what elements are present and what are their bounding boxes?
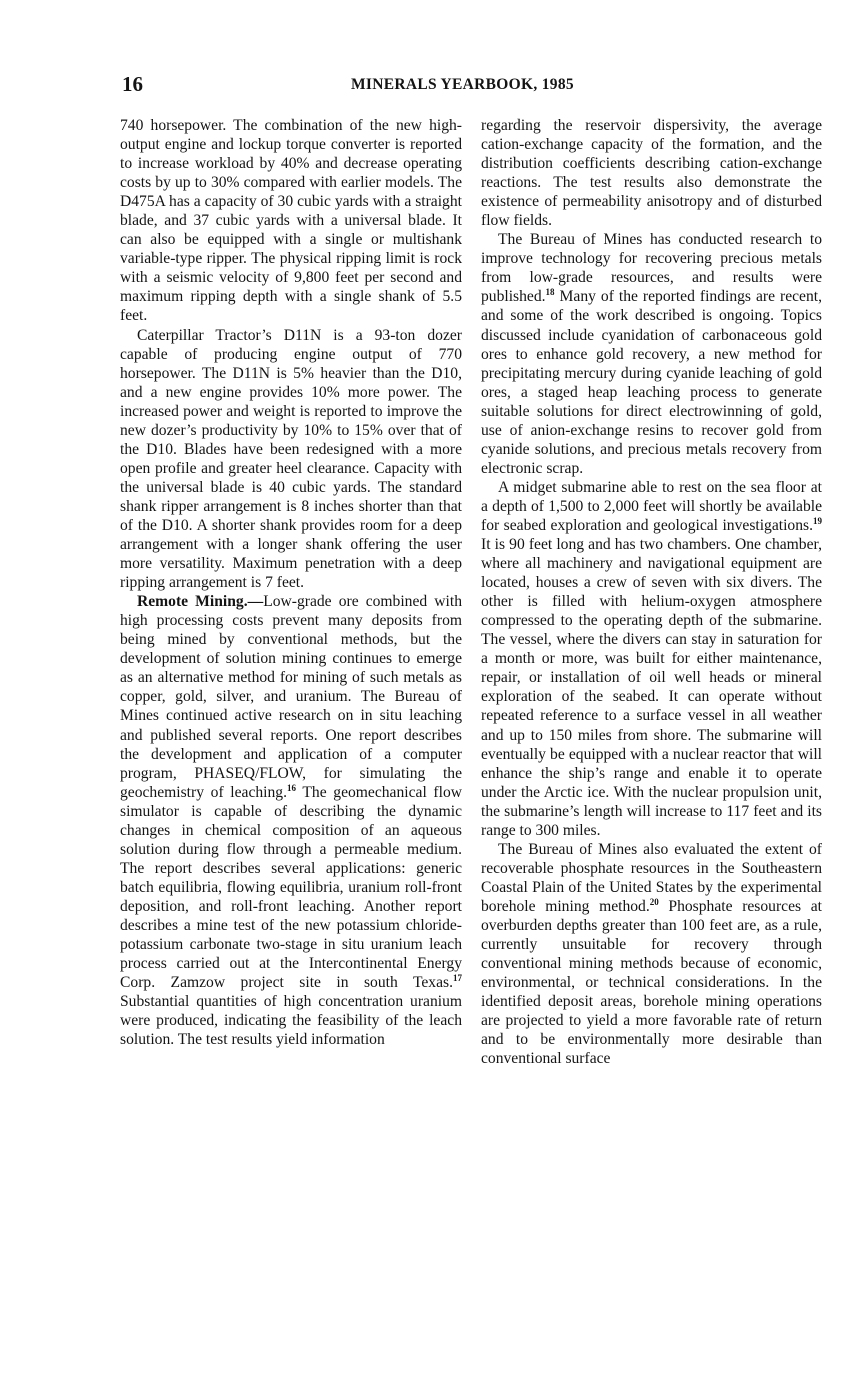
footnote-ref-16: 16 bbox=[287, 782, 297, 793]
running-title: MINERALS YEARBOOK, 1985 bbox=[351, 76, 574, 93]
precious-metals-text-2: Many of the reported findings are recent, and some of the work described is ongoing. Topics discussed include cyanidation of carbonaceous gold ores to enhance gold recovery, a new method for precipitating mercury during cyanide leaching of gold ores, a staged heap leaching process to generate suitable solutions for direct electrowinning of gold, use of anion-exchange resins to recover gold from cyanide solutions, and precious metals recovery from electronic scrap. bbox=[481, 288, 822, 477]
paragraph-precious-metals bbox=[481, 230, 822, 478]
right-column bbox=[481, 116, 822, 1068]
precious-metals-text-1: The Bureau of Mines has conducted research to improve technology for recovering precious metals from low-grade resources, and results were published. bbox=[481, 231, 822, 306]
remote-mining-text-3: Substantial quantities of high concentration uranium were produced, indicating the feasibility of the leach solution. The test results yield information bbox=[120, 993, 462, 1049]
paragraph-dozer-d475a: 740 horsepower. The combination of the new high-output engine and lockup torque converter is reported to increase workload by 40% and decrease operating costs by up to 30% compared with earlier models. The D475A has a capacity of 30 cubic yards with a straight blade, and 37 cubic yards with a universal blade. It can also be equipped with a single or multishank variable-type ripper. The physical ripping limit is rock with a seismic velocity of 9,800 feet per second and maximum ripping depth with a single shank of 5.5 feet. bbox=[120, 117, 462, 325]
paragraph-phosphate-resources bbox=[481, 840, 822, 1069]
submarine-text-2: It is 90 feet long and has two chambers. One chamber, where all machinery and navigational equipment are located, houses a crew of seven with six divers. The other is filled with helium-oxygen atmosphere compressed to the operating depth of the submarine. The vessel, where the divers can stay in saturation for a month or more, was built for either maintenance, repair, or installation of oil well heads or mineral exploration of the seabed. It can operate without repeated reference to a surface vessel in all weather and up to 150 miles from shore. The submarine will eventually be equipped with a nuclear reactor that will enhance the ship’s range and enable it to operate under the Arctic ice. With the nuclear propulsion unit, the submarine’s length will increase to 117 feet and its range to 300 miles. bbox=[481, 536, 822, 839]
footnote-ref-20: 20 bbox=[649, 896, 659, 907]
page-number: 16 bbox=[122, 72, 143, 96]
footnote-ref-18: 18 bbox=[545, 287, 555, 298]
footnote-ref-19: 19 bbox=[813, 515, 822, 526]
paragraph-reservoir-dispersivity: regarding the reservoir dispersivity, the average cation-exchange capacity of the formation, and the distribution coefficients describing cation-exchange reactions. The test results also demonstrate the existence of permeability anisotropy and of disturbed flow fields. bbox=[481, 117, 822, 230]
phosphate-text-2: Phosphate resources at overburden depths greater than 100 feet are, as a rule, currently unsuitable for recovery through conventional mining methods because of economic, environmental, or technical considerations. In the identified deposit areas, borehole mining operations are projected to yield a more favorable rate of return and to be environmentally more desirable than conventional surface bbox=[481, 897, 822, 1068]
paragraph-caterpillar-d11n: Caterpillar Tractor’s D11N is a 93-ton dozer capable of producing engine output of 770 horsepower. The D11N is 5% heavier than the D10, and a new engine provides 10% more power. The increased power and weight is reported to improve the new dozer’s productivity by 10% to 15% over that of the D10. Blades have been redesigned with a more open profile and greater heel clearance. Capacity with the universal blade is 40 cubic yards. The standard shank ripper arrangement is 8 inches shorter than that of the D10. A shorter shank provides room for a deep arrangement with a longer shank offering the user more versatility. Maximum penetration with a deep ripping arrangement is 7 feet. bbox=[120, 326, 462, 592]
submarine-text-1: A midget submarine able to rest on the sea floor at a depth of 1,500 to 2,000 feet will shortly be available for seabed exploration and geological investigations. bbox=[481, 478, 822, 534]
page-header bbox=[122, 72, 822, 96]
section-heading-remote-mining: Remote Mining.— bbox=[137, 593, 264, 611]
left-column bbox=[120, 116, 462, 1049]
paragraph-remote-mining bbox=[120, 592, 462, 1049]
paragraph-midget-submarine bbox=[481, 478, 822, 840]
phosphate-text-1: The Bureau of Mines also evaluated the extent of recoverable phosphate resources in the Southeastern Coastal Plain of the United States by the experimental borehole mining method. bbox=[481, 840, 822, 915]
footnote-ref-17: 17 bbox=[453, 973, 462, 984]
remote-mining-text-1: Low-grade ore combined with high processing costs prevent many deposits from being mined by conventional methods, but the development of solution mining continues to emerge as an alternative method for mining of such metals as copper, gold, silver, and uranium. The Bureau of Mines continued active research on in situ leaching and published several reports. One report describes the development and application of a computer program, PHASEQ/FLOW, for simulating the geochemistry of leaching. bbox=[120, 593, 463, 801]
remote-mining-text-2: The geomechanical flow simulator is capable of describing the dynamic changes in chemical composition of an aqueous solution during flow through a permeable medium. The report describes several applications: generic batch equilibria, flowing equilibria, uranium roll-front deposition, and roll-front leaching. Another report describes a mine test of the new potassium chloride-potassium carbonate two-stage in situ uranium leach process carried out at the Intercontinental Energy Corp. Zamzow project site in south Texas. bbox=[120, 783, 463, 992]
